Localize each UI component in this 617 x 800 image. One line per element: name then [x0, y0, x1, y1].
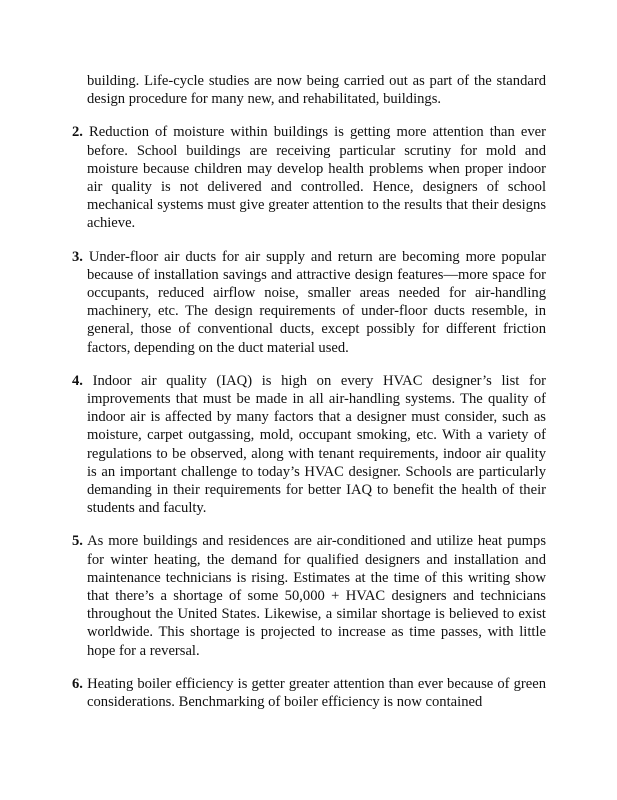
list-item-3: [72, 248, 546, 357]
item-number: 3.: [72, 248, 83, 265]
item-number: 2.: [72, 124, 83, 141]
item-text: Reduction of moisture within buildings is getting more attention than ever before. School buildings are receiving particular scrutiny for mold and moisture because children may develop health problems when proper indoor air quality is not delivered and controlled. Hence, designers of school mechanical systems must give greater attention to the results that their designs achieve.: [87, 124, 546, 232]
list-item-2: [72, 123, 546, 232]
list-item-4: [72, 372, 546, 518]
item-number: 6.: [72, 675, 83, 692]
document-body: [72, 72, 546, 726]
continuation-text: building. Life-cycle studies are now being carried out as part of the standard design procedure for many new, and rehabilitated, buildings.: [87, 73, 546, 108]
item-number: 4.: [72, 372, 83, 389]
item-text: Under-floor air ducts for air supply and return are becoming more popular because of installation savings and attractive design features—more space for occupants, reduced airflow noise, smaller areas needed for air-handling machinery, etc. The design requirements of under-floor ducts resemble, in general, those of conventional ducts, except possibly for different friction factors, depending on the duct material used.: [87, 248, 546, 356]
item-text: As more buildings and residences are air-conditioned and utilize heat pumps for winter heating, the demand for qualified designers and installation and maintenance technicians is rising. Estimates at the time of this writing show that there’s a shortage of some 50,000 + HVAC designers and technicians throughout the United States. Likewise, a similar shortage is believed to exist worldwide. This shortage is projected to increase as time passes, with little hope for a reversal.: [87, 533, 546, 659]
continuation-paragraph: [72, 72, 546, 108]
item-text: Indoor air quality (IAQ) is high on every HVAC designer’s list for improvements that must be made in all air-handling systems. The quality of indoor air is affected by many factors that a designer must consider, such as moisture, carpet outgassing, mold, occupant smoking, etc. With a variety of regulations to be observed, along with tenant requirements, indoor air quality is an important challenge to today’s HVAC designer. Schools are particularly demanding in their requirements for better IAQ to benefit the health of their students and faculty.: [87, 372, 546, 517]
list-item-6: [72, 675, 546, 711]
item-text: Heating boiler efficiency is getter greater attention than ever because of green considerations. Benchmarking of boiler efficiency is now contained: [87, 675, 546, 711]
item-number: 5.: [72, 533, 83, 550]
list-item-5: [72, 532, 546, 659]
